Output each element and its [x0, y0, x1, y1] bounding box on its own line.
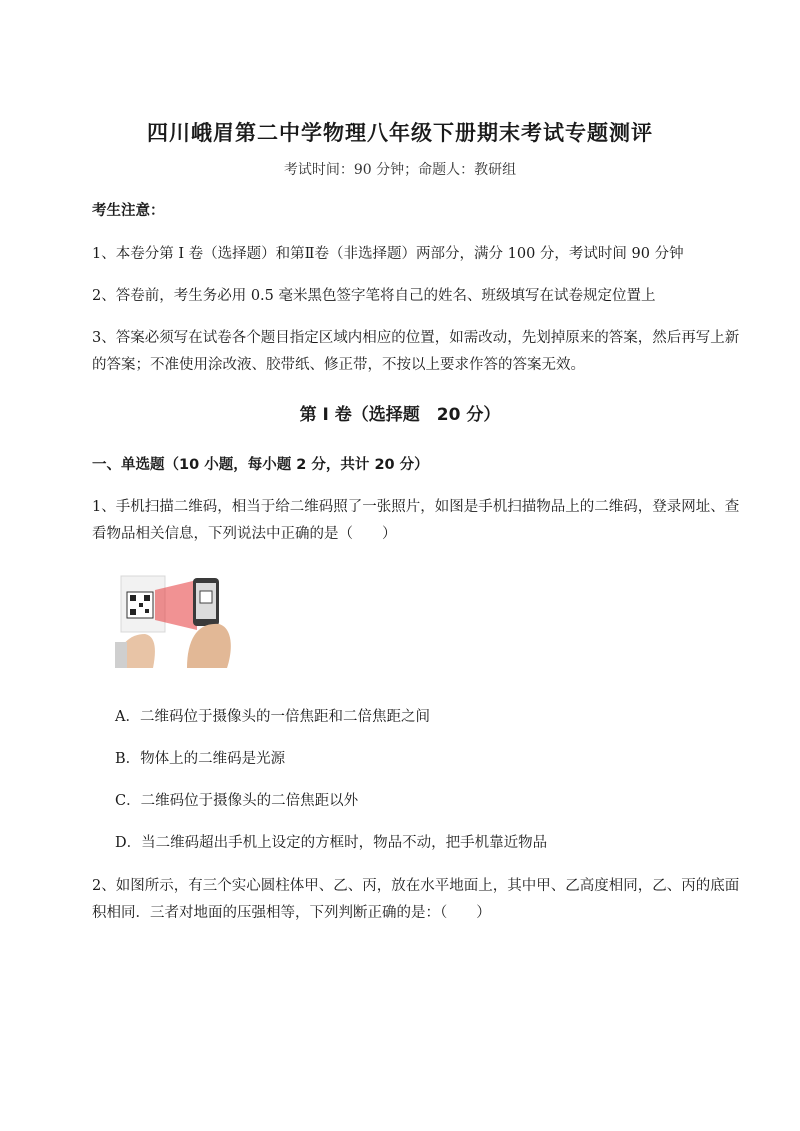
question-1-option-c[interactable]: C．二维码位于摄像头的二倍焦距以外 — [115, 793, 359, 809]
question-1-option-a[interactable]: A．二维码位于摄像头的一倍焦距和二倍焦距之间 — [115, 709, 430, 725]
exam-subtitle: 考试时间：90 分钟；命题人：教研组 — [283, 162, 517, 178]
hand-icon — [187, 624, 231, 668]
notice-item-1: 1、本卷分第 I 卷（选择题）和第Ⅱ卷（非选择题）两部分，满分 100 分，考试时间 90 分钟 — [92, 246, 684, 262]
exam-title: 四川峨眉第二中学物理八年级下册期末考试专题测评 — [147, 121, 653, 145]
notice-heading: 考生注意： — [92, 203, 165, 219]
notice-item-3: 3、答案必须写在试卷各个题目指定区域内相应的位置，如需改动，先划掉原来的答案，然后再写上新的答案；不准使用涂改液、胶带纸、修正带，不按以上要求作答的答案无效。 — [92, 330, 740, 373]
question-1-option-d[interactable]: D．当二维码超出手机上设定的方框时，物品不动，把手机靠近物品 — [115, 835, 548, 851]
part-heading: 一、单选题（10 小题，每小题 2 分，共计 20 分） — [92, 457, 429, 473]
notice-item-2: 2、答卷前，考生务必用 0.5 毫米黑色签字笔将自己的姓名、班级填写在试卷规定位置上 — [92, 288, 656, 304]
question-2-stem: 2、如图所示，有三个实心圆柱体甲、乙、丙，放在水平地面上，其中甲、乙高度相同，乙、丙的底面积相同．三者对地面的压强相等，下列判断正确的是：（ ） — [92, 878, 740, 921]
qr-scan-photo — [115, 570, 235, 670]
question-1-stem: 1、手机扫描二维码，相当于给二维码照了一张照片，如图是手机扫描物品上的二维码，登录网址、查看物品相关信息，下列说法中正确的是（ ） — [92, 499, 740, 542]
question-1-option-b[interactable]: B．物体上的二维码是光源 — [115, 751, 286, 767]
section-title: 第 I 卷（选择题 20 分） — [299, 405, 501, 425]
